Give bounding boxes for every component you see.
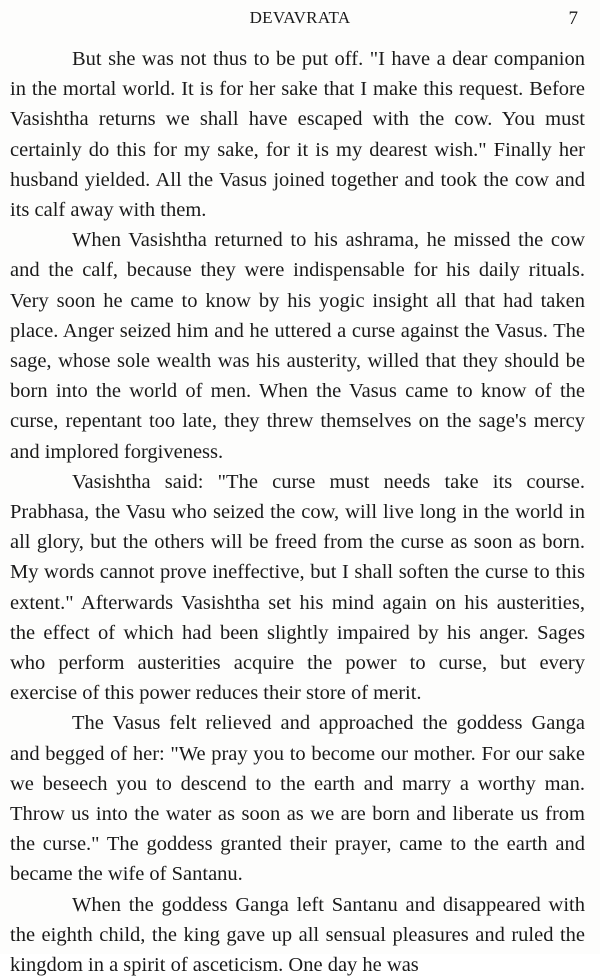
paragraph: But she was not thus to be put off. "I have a dear companion in the mortal world. It is for her sake that I make this request. Before Vasishtha returns we shall have escaped with the cow. You must certainly do this for my sake, for it is my dearest wish." Finally her husband yielded. All the Vasus joined together and took the cow and its calf away with them. xyxy=(10,48,585,222)
paragraph: Vasishtha said: "The curse must needs take its course. Prabhasa, the Vasu who seized the cow, will live long in the world in all glory, but the others will be freed from the curse as soon as born. My words cannot prove ineffective, but I shall soften the curse to this extent." Afterwards Vasishtha set his mind again on his austerities, the effect of which had been slightly impaired by his anger. Sages who perform austerities acquire the power to curse, but every exercise of this power reduces their store of merit. xyxy=(10,470,585,705)
paragraph: When the goddess Ganga left Santanu and disappeared with the eighth child, the king gave up all sensual pleasures and ruled the kingdom in a spirit of asceticism. One day he was xyxy=(10,893,585,977)
running-head xyxy=(0,8,600,34)
paragraph: The Vasus felt relieved and approached the goddess Ganga and begged of her: "We pray you to become our mother. For our sake we beseech you to descend to the earth and marry a worthy man. Throw us into the water as soon as we are born and liberate us from the curse." The goddess granted their prayer, came to the earth and became the wife of Santanu. xyxy=(10,712,585,886)
paragraph: When Vasishtha returned to his ashrama, he missed the cow and the calf, because they were indispensable for his daily rituals. Very soon he came to know by his yogic insight all that had taken place. Anger seized him and he uttered a curse against the Vasus. The sage, whose sole wealth was his austerity, willed that they should be born into the world of men. When the Vasus came to know of the curse, repentant too late, they threw themselves on the sage's mercy and implored forgiveness. xyxy=(10,229,585,463)
page-number: 7 xyxy=(568,8,578,29)
chapter-title: DEVAVRATA xyxy=(249,8,351,27)
body-text xyxy=(10,44,585,980)
